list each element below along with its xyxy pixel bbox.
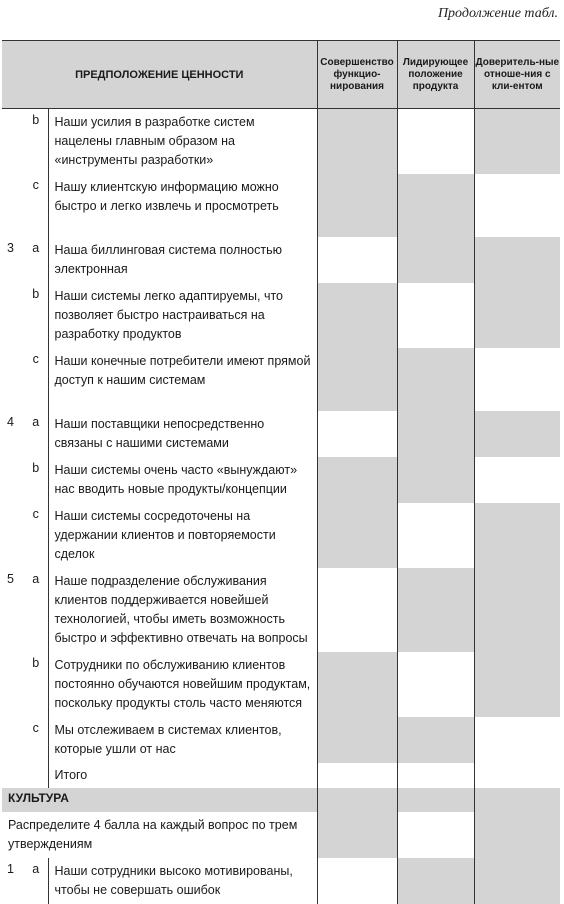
score-cell[interactable] [317, 237, 397, 283]
table-row: 1 a Наши сотрудники высоко мотивированы, чтобы не совершать ошибок [2, 858, 560, 904]
section-header-culture [2, 788, 560, 812]
score-cell[interactable] [397, 411, 474, 457]
score-cell[interactable] [317, 109, 397, 175]
table-header [2, 41, 560, 109]
score-cell[interactable] [397, 503, 474, 568]
score-cell[interactable] [474, 457, 560, 503]
total-cell[interactable] [397, 763, 474, 788]
score-cell[interactable] [474, 717, 560, 763]
score-cell[interactable] [474, 858, 560, 904]
table-row: 4 a Наши поставщики непосредственно связаны с нашими системами [2, 411, 560, 457]
score-cell[interactable] [317, 568, 397, 652]
table-row: b Наши системы легко адаптируемы, что позволяет быстро настраиваться на разработку продуктов [2, 283, 560, 348]
score-cell[interactable] [397, 652, 474, 717]
score-cell[interactable] [317, 457, 397, 503]
table-row: 5 a Наше подразделение обслуживания клиентов поддерживается новейшей технологией, чтобы иметь возможность быстро и эффективно отвечать на вопросы [2, 568, 560, 652]
score-cell[interactable] [397, 568, 474, 652]
score-cell[interactable] [397, 457, 474, 503]
score-cell[interactable] [397, 717, 474, 763]
score-cell[interactable] [317, 283, 397, 348]
table-row: c Наши системы сосредоточены на удержании клиентов и повторяемости сделок [2, 503, 560, 568]
table-row: c Нашу клиентскую информацию можно быстро и легко извлечь и просмотреть [2, 174, 560, 237]
total-label: Итого [54, 768, 88, 782]
score-cell[interactable] [474, 503, 560, 568]
header-product-leadership: Лидирующее положение продукта [397, 41, 474, 109]
score-cell[interactable] [317, 503, 397, 568]
score-cell[interactable] [317, 858, 397, 904]
score-cell[interactable] [474, 237, 560, 283]
total-cell[interactable] [317, 763, 397, 788]
score-cell[interactable] [397, 348, 474, 411]
score-cell[interactable] [317, 652, 397, 717]
score-cell[interactable] [474, 174, 560, 237]
score-cell[interactable] [397, 237, 474, 283]
header-proposition: ПРЕДПОЛОЖЕНИЕ ЦЕННОСТИ [2, 41, 317, 109]
value-proposition-table [2, 40, 560, 904]
table-row: 3 a Наша биллинговая система полностью электронная [2, 237, 560, 283]
table-row: c Наши конечные потребители имеют прямой доступ к нашим системам [2, 348, 560, 411]
score-cell[interactable] [474, 283, 560, 348]
score-cell[interactable] [317, 348, 397, 411]
score-cell[interactable] [317, 717, 397, 763]
score-cell[interactable] [317, 411, 397, 457]
score-cell[interactable] [474, 348, 560, 411]
score-cell[interactable] [397, 174, 474, 237]
total-row [2, 763, 560, 788]
table-row: c Мы отслеживаем в системах клиентов, которые ушли от нас [2, 717, 560, 763]
score-cell[interactable] [397, 283, 474, 348]
score-cell[interactable] [397, 858, 474, 904]
table-row: b Наши системы очень часто «вынуждают» нас вводить новые продукты/концепции [2, 457, 560, 503]
score-cell[interactable] [474, 568, 560, 652]
table-continuation-caption: Продолжение табл. [437, 6, 558, 21]
score-cell[interactable] [474, 109, 560, 175]
header-operational-excellence: Совершенство функцио-нирования [317, 41, 397, 109]
header-customer-intimacy: Доверитель-ные отноше-ния с кли-ентом [474, 41, 560, 109]
score-cell[interactable] [474, 652, 560, 717]
instruction-row [2, 812, 560, 858]
score-cell[interactable] [397, 109, 474, 175]
score-cell[interactable] [474, 411, 560, 457]
section-title: КУЛЬТУРА [2, 788, 317, 812]
total-cell[interactable] [474, 763, 560, 788]
table-row: b Сотрудники по обслуживанию клиентов постоянно обучаются новейшим продуктам, поскольку продукты столь часто меняются [2, 652, 560, 717]
table-row: b Наши усилия в разработке систем нацелены главным образом на «инструменты разработки» [2, 109, 560, 175]
instruction-text: Распределите 4 балла на каждый вопрос по трем утверждениям [8, 818, 298, 851]
score-cell[interactable] [317, 174, 397, 237]
